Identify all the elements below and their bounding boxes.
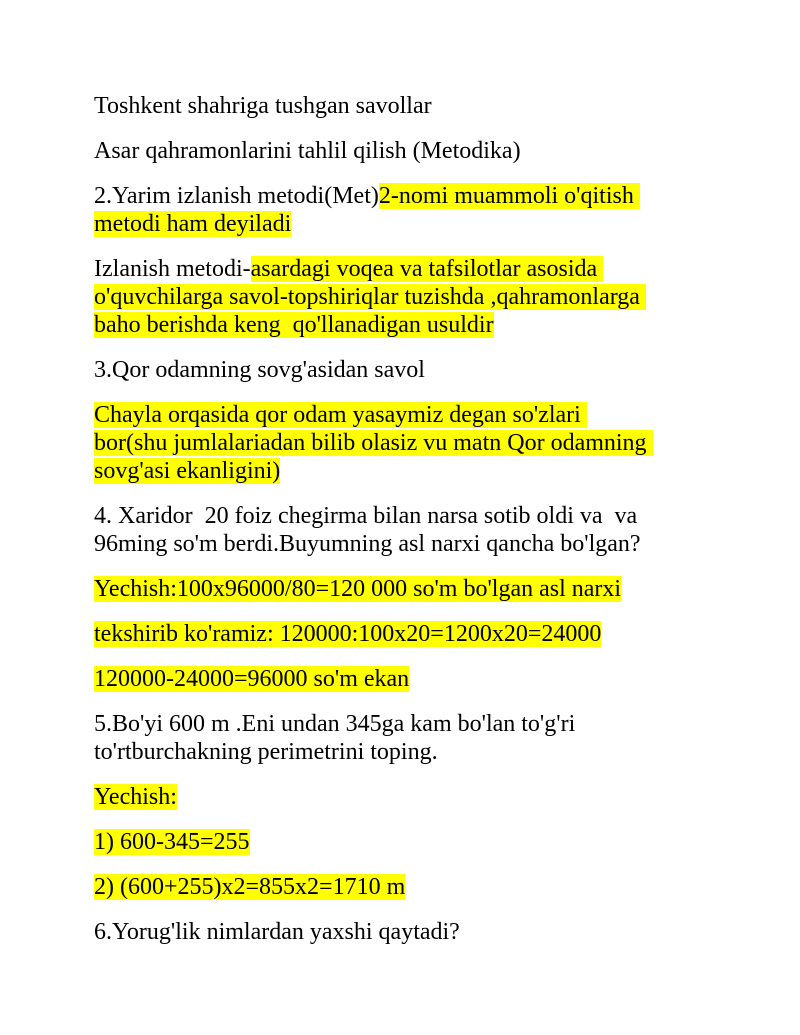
question-5-solution-label-paragraph	[94, 783, 714, 811]
question-5-paragraph	[94, 710, 714, 766]
question-5-step-1-line	[94, 828, 714, 856]
question-4-check-line	[94, 620, 714, 648]
izlanish-highlight-1: asardagi voqea va tafsilotlar asosida	[250, 256, 604, 282]
question-4-paragraph	[94, 502, 714, 558]
question-4-result-text: 120000-24000=96000 so'm ekan	[94, 666, 410, 692]
izlanish-highlight-2: o'quvchilarga savol-topshiriqlar tuzishda ,qahramonlarga	[94, 284, 646, 310]
question-3-answer-line-2	[94, 429, 714, 457]
question-5-solution-label: Yechish:	[94, 784, 177, 810]
question-2-highlight-1: 2-nomi muammoli o'qitish	[378, 183, 640, 209]
document-title	[94, 92, 714, 120]
document-subtitle-text: Asar qahramonlarini tahlil qilish (Metodika)	[94, 138, 521, 164]
question-4-solution-text: Yechish:100x96000/80=120 000 so'm bo'lgan asl narxi	[94, 576, 622, 602]
question-3-paragraph	[94, 356, 714, 384]
question-2-plain-text: 2.Yarim izlanish metodi(Met)	[94, 183, 379, 209]
question-4-solution-line	[94, 575, 714, 603]
izlanish-line-2	[94, 283, 714, 311]
question-6-text: 6.Yorug'lik nimlardan yaxshi qaytadi?	[94, 919, 460, 945]
izlanish-highlight-3: baho berishda keng qo'llanadigan usuldir	[94, 312, 494, 338]
question-2-line-1	[94, 182, 714, 210]
question-2-paragraph	[94, 182, 714, 238]
izlanish-plain-text: Izlanish metodi-	[94, 256, 251, 282]
question-5-line-1: 5.Bo'yi 600 m .Eni undan 345ga kam bo'lan to'g'ri	[94, 711, 576, 737]
question-3-answer-highlight-1: Chayla orqasida qor odam yasaymiz degan so'zlari	[94, 402, 587, 428]
question-3-answer-line-1	[94, 401, 714, 429]
question-5-step-1: 1) 600-345=255	[94, 829, 250, 855]
question-4-check-paragraph	[94, 620, 714, 648]
document-title-text: Toshkent shahriga tushgan savollar	[94, 93, 432, 119]
question-5-line-2: to'rtburchakning perimetrini toping.	[94, 739, 438, 765]
question-4-line-1: 4. Xaridor 20 foiz chegirma bilan narsa sotib oldi va va	[94, 503, 638, 529]
question-5-step-1-paragraph	[94, 828, 714, 856]
question-3-answer-highlight-3: sovg'asi ekanligini)	[94, 458, 281, 484]
question-4-solution-paragraph	[94, 575, 714, 603]
izlanish-paragraph	[94, 255, 714, 339]
question-3-answer-paragraph	[94, 401, 714, 485]
question-2-highlight-2: metodi ham deyiladi	[94, 211, 292, 237]
question-5-step-2-paragraph	[94, 873, 714, 901]
question-4-line-2: 96ming so'm berdi.Buyumning asl narxi qancha bo'lgan?	[94, 531, 641, 557]
question-5-step-2: 2) (600+255)x2=855x2=1710 m	[94, 874, 406, 900]
question-5-solution-label-line	[94, 783, 714, 811]
question-6-paragraph	[94, 918, 714, 946]
question-4-result-paragraph	[94, 665, 714, 693]
question-3-text: 3.Qor odamning sovg'asidan savol	[94, 357, 425, 383]
document-body	[94, 92, 714, 963]
izlanish-line-1	[94, 255, 714, 283]
question-2-line-2	[94, 210, 714, 238]
question-3-answer-line-3	[94, 457, 714, 485]
question-3-answer-highlight-2: bor(shu jumlalariadan bilib olasiz vu matn Qor odamning	[94, 430, 653, 456]
izlanish-line-3	[94, 311, 714, 339]
question-5-step-2-line	[94, 873, 714, 901]
document-subtitle	[94, 137, 714, 165]
question-4-result-line	[94, 665, 714, 693]
question-4-check-text: tekshirib ko'ramiz: 120000:100x20=1200x20=24000	[94, 621, 602, 647]
